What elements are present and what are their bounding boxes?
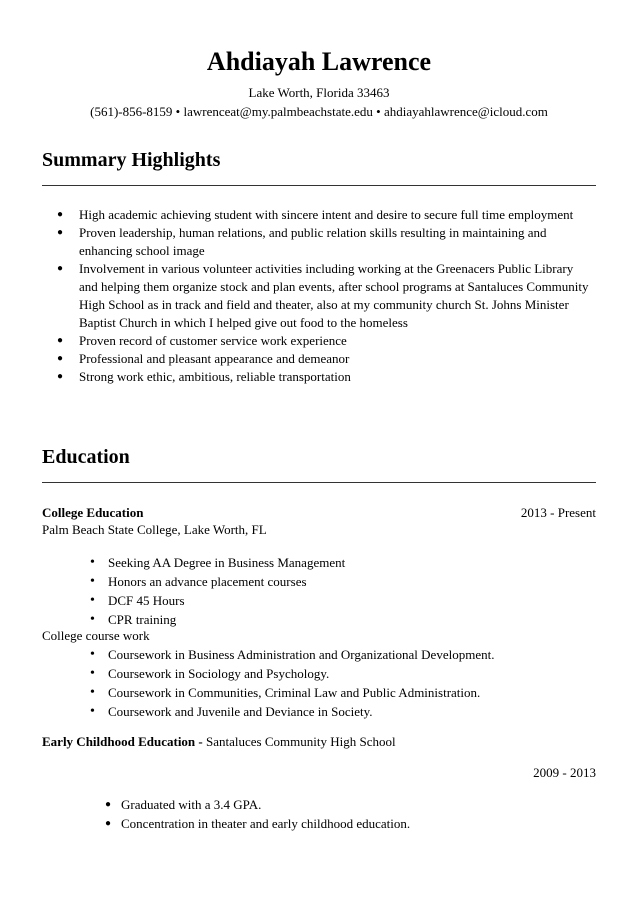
- college-heading: College Education: [42, 505, 144, 520]
- list-item: • Coursework and Juvenile and Deviance in Society.: [90, 702, 494, 721]
- summary-divider: [42, 185, 596, 186]
- list-item: • CPR training: [90, 610, 345, 629]
- early-education-dates: 2009 - 2013: [533, 765, 596, 780]
- coursework-list: [90, 645, 494, 721]
- college-items-list: [90, 553, 345, 629]
- education-heading: Education: [42, 446, 130, 468]
- list-item: ● Graduated with a 3.4 GPA.: [105, 795, 410, 814]
- list-item: • Seeking AA Degree in Business Management: [90, 553, 345, 572]
- college-dates: 2013 - Present: [520, 505, 596, 520]
- early-education-line: [42, 733, 396, 751]
- summary-heading: Summary Highlights: [42, 149, 221, 171]
- education-divider: [42, 482, 596, 483]
- address: Lake Worth, Florida 33463: [248, 85, 390, 100]
- summary-item: ● Professional and pleasant appearance and demeanor: [57, 350, 592, 368]
- early-education-school: Santaluces Community High School: [206, 734, 396, 749]
- early-education-heading: Early Childhood Education -: [42, 734, 203, 749]
- candidate-name: Ahdiayah Lawrence: [206, 47, 432, 76]
- contact-line: (561)-856-8159 • lawrenceat@my.palmbeachstate.edu • ahdiayahlawrence@icloud.com: [90, 104, 548, 119]
- summary-item: ● Involvement in various volunteer activities including working at the Greenacers Public Library and helping them organize stock and plan events, after school programs at Santaluces Community High School as in track and field and theater, also at my community church St. Johns Minister Baptist Church in which I helped give out food to the homeless: [57, 260, 592, 332]
- coursework-label: College course work: [42, 628, 150, 643]
- list-item: • DCF 45 Hours: [90, 591, 345, 610]
- list-item: ● Concentration in theater and early childhood education.: [105, 814, 410, 833]
- summary-item: ● High academic achieving student with sincere intent and desire to secure full time employment: [57, 206, 592, 224]
- summary-item: ● Strong work ethic, ambitious, reliable transportation: [57, 368, 592, 386]
- list-item: • Coursework in Business Administration and Organizational Development.: [90, 645, 494, 664]
- early-education-list: [105, 795, 410, 833]
- list-item: • Coursework in Sociology and Psychology.: [90, 664, 494, 683]
- summary-list: [57, 206, 592, 386]
- list-item: • Honors an advance placement courses: [90, 572, 345, 591]
- summary-item: ● Proven record of customer service work experience: [57, 332, 592, 350]
- list-item: • Coursework in Communities, Criminal Law and Public Administration.: [90, 683, 494, 702]
- summary-item: ● Proven leadership, human relations, and public relation skills resulting in maintaining and enhancing school image: [57, 224, 592, 260]
- college-school: Palm Beach State College, Lake Worth, FL: [42, 522, 267, 537]
